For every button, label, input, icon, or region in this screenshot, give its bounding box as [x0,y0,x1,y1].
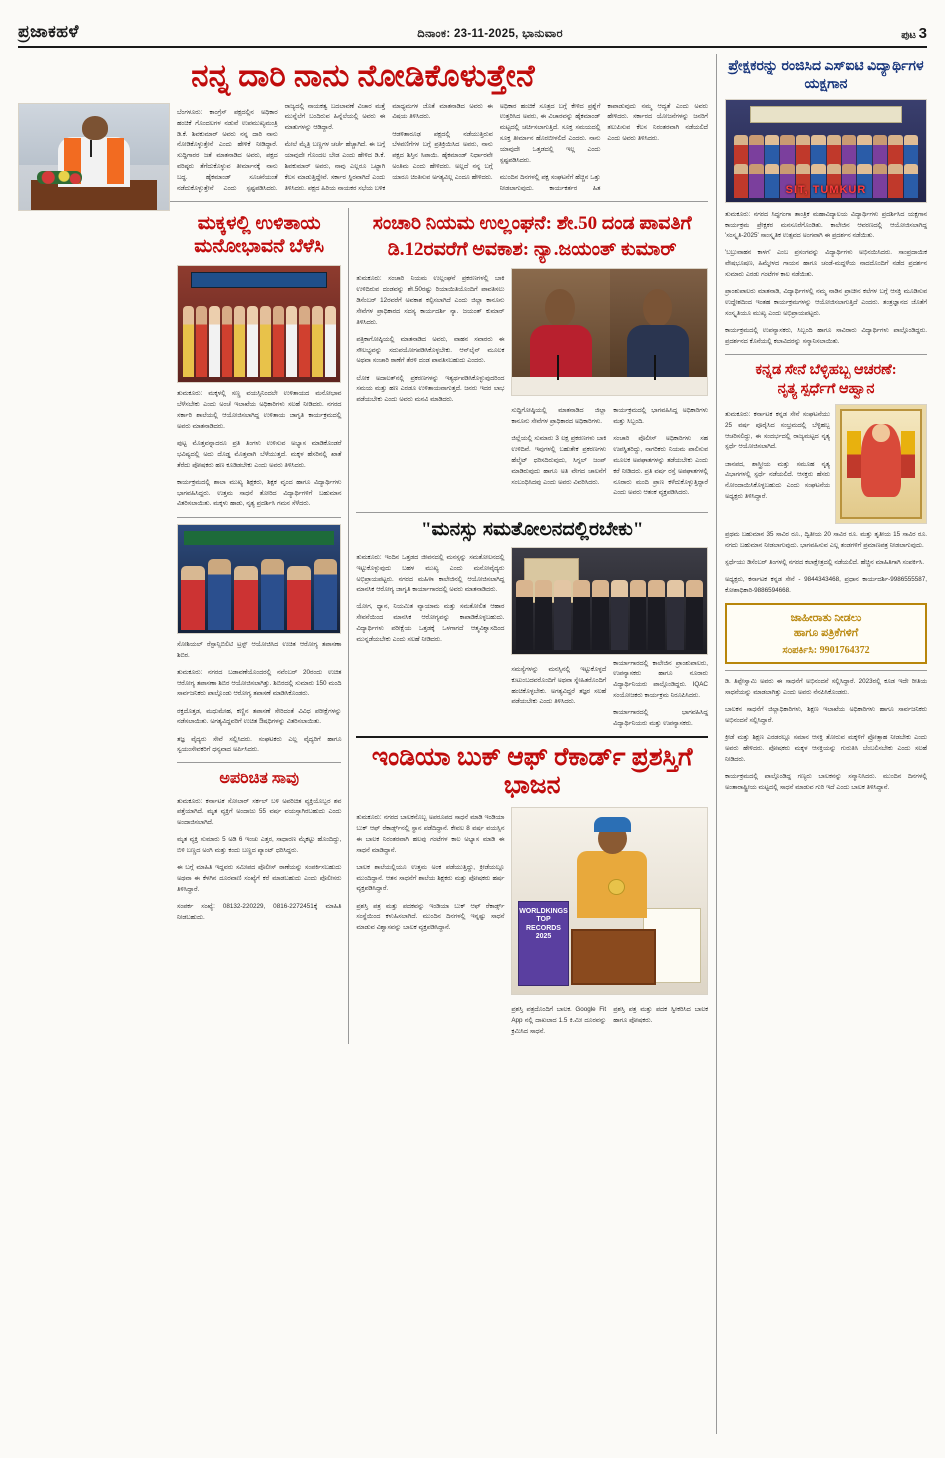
lead-paragraph: ಆಡಳಿತಾರೂಢ ಪಕ್ಷದಲ್ಲಿ ನಡೆಯುತ್ತಿರುವ ಬೆಳವಣಿಗೆಗಳ ಬಗ್ಗೆ ಪ್ರತಿಕ್ರಿಯಿಸಿದ ಅವರು, ನಾನು ಪಕ್ಷದ ಶಿಸ್ತಿನ ಸಿಪಾಯಿ. ಹೈಕಮಾಂಡ್ ನಿರ್ಧಾರವೇ ಅಂತಿಮ ಎಂದು ಹೇಳಿದರು. ಅಲ್ಲದೆ ನನ್ನ ಬಗ್ಗೆ ಯಾರೂ ಚಿಂತಿಸುವ ಅಗತ್ಯವಿಲ್ಲ ಎಂದೂ ಹೇಳಿದರು. [392,130,493,181]
mind-paragraph: ತುಮಕೂರು: ಇಂದಿನ ಒತ್ತಡದ ಜೀವನದಲ್ಲಿ ಮನಸ್ಸನ್ನು ಸಮತೋಲನದಲ್ಲಿ ಇಟ್ಟುಕೊಳ್ಳುವುದು ಬಹಳ ಮುಖ್ಯ ಎಂದು ಮನೋವೈದ್ಯರು ಅಭಿಪ್ರಾಯಪಟ್ಟರು. ನಗರದ ಮಹಿಳಾ ಕಾಲೇಜಿನಲ್ಲಿ ಆಯೋಜಿಸಲಾಗಿದ್ದ ಮಾನಸಿಕ ಆರೋಗ್ಯ ಜಾಗೃತಿ ಕಾರ್ಯಾಗಾರದಲ್ಲಿ ಅವರು ಮಾತನಾಡಿದರು. [356,553,505,594]
kannada-dance-headline-line2: ನೃತ್ಯ ಸ್ಪರ್ಧೆಗೆ ಆಹ್ವಾನ [777,380,875,397]
traffic-body-left [356,268,504,506]
traffic-headline-line2: ಡಿ.12ರವರೆಗೆ ಅವಕಾಶ: ನ್ಯಾ.ಜಯಂತ್ ಕುಮಾರ್ [387,239,677,261]
worldkings-poster: WORLDKINGS TOP RECORDS 2025 [518,901,569,987]
lead-story [18,58,708,195]
ad-contact: ಸಂಪರ್ಕಿಸಿ: 9901764372 [782,644,870,656]
publication-title: ಪ್ರಜಾಕಹಳೆ [18,22,79,41]
clinic-paragraph: ತುಮಕೂರು: ನಗರದ ಬಡಾವಣೆಯೊಂದರಲ್ಲಿ ನವೆಂಬರ್ 20ರಂದು ಉಚಿತ ಆರೋಗ್ಯ ತಪಾಸಣಾ ಶಿಬಿರ ಆಯೋಜಿಸಲಾಗಿತ್ತು. ಶಿಬಿರದಲ್ಲಿ ಸುಮಾರು 150 ಮಂದಿ ಸಾರ್ವಜನಿಕರು ಪಾಲ್ಗೊಂಡು ಆರೋಗ್ಯ ತಪಾಸಣೆ ಮಾಡಿಸಿಕೊಂಡರು. [177,668,342,698]
kannada-dance-paragraph: ಸ್ಪರ್ಧೆಯು ಡಿಸೆಂಬರ್ ತಿಂಗಳಲ್ಲಿ ನಗರದ ಕಲಾಕ್ಷೇತ್ರದಲ್ಲಿ ನಡೆಯಲಿದೆ. ಹೆಚ್ಚಿನ ಮಾಹಿತಿಗಾಗಿ ಸಂಪರ್ಕಿಸಿ. [725,558,924,566]
traffic-and-mind-column [348,208,708,1044]
death-paragraph: ತುಮಕೂರು: ಕರ್ನಾಟಕ ಸೋಲಾರ್ ಸರ್ಕಲ್ ಬಳಿ ಅಪರಿಚಿತ ವ್ಯಕ್ತಿಯೊಬ್ಬರ ಶವ ಪತ್ತೆಯಾಗಿದೆ. ಮೃತ ವ್ಯಕ್ತಿಗೆ ಅಂದಾಜು 55 ವರ್ಷ ವಯಸ್ಸಾಗಿರಬಹುದು ಎಂದು ಅಂದಾಜಿಸಲಾಗಿದೆ. [177,797,342,827]
divider [177,517,341,518]
divider [725,670,927,671]
kannada-dance-paragraph: ಪ್ರಥಮ ಬಹುಮಾನ 35 ಸಾವಿರ ರೂ., ದ್ವಿತೀಯ 20 ಸಾವಿರ ರೂ. ಮತ್ತು ತೃತೀಯ 15 ಸಾವಿರ ರೂ. ನಗದು ಬಹುಮಾನ ನೀಡಲಾಗುವುದು. ಭಾಗವಹಿಸುವ ಎಲ್ಲ ತಂಡಗಳಿಗೆ ಪ್ರಮಾಣಪತ್ರ ನೀಡಲಾಗುವುದು. [725,530,927,549]
children-paragraph: ತುಮಕೂರು: ಮಕ್ಕಳಲ್ಲಿ ಸಣ್ಣ ವಯಸ್ಸಿನಿಂದಲೇ ಉಳಿತಾಯದ ಮನೋಭಾವ ಬೆಳೆಸಬೇಕು ಎಂದು ಅಂಚೆ ಇಲಾಖೆಯ ಅಧಿಕಾರಿಗಳು ಸಲಹೆ ನೀಡಿದರು. ನಗರದ ಸರ್ಕಾರಿ ಶಾಲೆಯಲ್ಲಿ ಆಯೋಜಿಸಲಾಗಿದ್ದ ಉಳಿತಾಯ ಜಾಗೃತಿ ಕಾರ್ಯಕ್ರಮದಲ್ಲಿ ಅವರು ಮಾತನಾಡಿದರು. [177,390,342,430]
traffic-paragraph: ಪತ್ರಿಕಾಗೋಷ್ಠಿಯಲ್ಲಿ ಮಾತನಾಡಿದ ಅವರು, ವಾಹನ ಸವಾರರು ಈ ಸೌಲಭ್ಯವನ್ನು ಸದುಪಯೋಗಪಡಿಸಿಕೊಳ್ಳಬೇಕು. ಆನ್‌ಲೈನ್ ಮೂಲಕ ಅಥವಾ ಸಂಚಾರಿ ಠಾಣೆಗೆ ತೆರಳಿ ದಂಡ ಪಾವತಿಸಬಹುದು ಎಂದರು. [356,335,505,365]
divider [356,512,708,513]
women-seminar-group-photo [511,547,708,655]
lead-headline: ನನ್ನ ದಾರಿ ನಾನು ನೋಡಿಕೊಳುತ್ತೇನೆ [191,58,535,93]
traffic-paragraph: ಲೋಕ ಅದಾಲತ್‌ನಲ್ಲಿ ಪ್ರಕರಣಗಳನ್ನು ಇತ್ಯರ್ಥಪಡಿಸಿಕೊಳ್ಳುವುದರಿಂದ ಸಮಯ ಮತ್ತು ಹಣ ಎರಡೂ ಉಳಿತಾಯವಾಗುತ್ತದೆ. ಜನರು ಇದರ ಲಾಭ ಪಡೆಯಬೇಕು ಎಂದು ಅವರು ಮನವಿ ಮಾಡಿದರು. [356,374,505,404]
clinic-caption: ಸೋಶಿಯಲ್ ರೆಸ್ಪಾನ್ಸಿಬಿಲಿಟಿ ಟ್ರಸ್ಟ್ ಆಯೋಜಿಸಿದ ಉಚಿತ ಆರೋಗ್ಯ ತಪಾಸಣಾ ಶಿಬಿರ. [177,640,342,659]
record-headline: ಇಂಡಿಯಾ ಬುಕ್ ಆಫ್ ರೆಕಾರ್ಡ್ ಪ್ರಶಸ್ತಿಗೆ ಭಾಜನ [371,743,693,799]
lead-paragraph: ಅಧಿಕಾರ ಹಂಚಿಕೆ ಸೂತ್ರದ ಬಗ್ಗೆ ಕೇಳಿದ ಪ್ರಶ್ನೆಗೆ ಉತ್ತರಿಸಿದ ಅವರು, ಈ ವಿಚಾರವನ್ನು ಹೈಕಮಾಂಡ್ ಮಟ್ಟದಲ್ಲಿ ಚರ್ಚಿಸಲಾಗುತ್ತಿದೆ. ಸೂಕ್ತ ಸಮಯದಲ್ಲಿ ಸೂಕ್ತ ತೀರ್ಮಾನ ಹೊರಬೀಳಲಿದೆ ಎಂದರು. ನಾನು ಯಾವುದೇ ಒತ್ತಡದಲ್ಲಿ ಇಲ್ಲ ಎಂದು ಸ್ಪಷ್ಟಪಡಿಸಿದರು. [499,102,601,164]
mind-headline: "ಮನಸ್ಸು ಸಮತೋಲನದಲ್ಲಿರಬೇಕು" [420,518,644,540]
advertisement-box[interactable] [725,603,927,664]
main-column [18,54,708,1434]
yakshagana-headline-text: ಪ್ರೇಕ್ಷಕರನ್ನು ರಂಜಿಸಿದ ಎಸ್‌ಐಟಿ ವಿದ್ಯಾರ್ಥಿಗಳ ಯಕ್ಷಗಾನ [728,59,924,93]
clinic-paragraph: ರಕ್ತದೊತ್ತಡ, ಮಧುಮೇಹ, ಕಣ್ಣಿನ ತಪಾಸಣೆ ಸೇರಿದಂತೆ ವಿವಿಧ ಪರೀಕ್ಷೆಗಳನ್ನು ನಡೆಸಲಾಯಿತು. ಅಗತ್ಯವಿದ್ದವರಿಗೆ ಉಚಿತ ಔಷಧಿಗಳನ್ನು ವಿತರಿಸಲಾಯಿತು. [177,707,342,726]
record-right-paragraph: ಬಾಲಕನ ಸಾಧನೆಗೆ ಜಿಲ್ಲಾಧಿಕಾರಿಗಳು, ಶಿಕ್ಷಣ ಇಲಾಖೆಯ ಅಧಿಕಾರಿಗಳು ಹಾಗೂ ಸಾರ್ವಜನಿಕರು ಅಭಿನಂದನೆ ಸಲ್ಲಿಸಿದ್ದಾರೆ. [725,706,927,724]
day-value: ಭಾನುವಾರ [522,28,563,40]
middle-band [177,208,708,1044]
traffic-caption-left: ಸುದ್ದಿಗೋಷ್ಠಿಯಲ್ಲಿ ಮಾತನಾಡಿದ ಜಿಲ್ಲಾ ಕಾನೂನು ಸೇವೆಗಳ ಪ್ರಾಧಿಕಾರದ ಅಧಿಕಾರಿಗಳು. [511,407,607,426]
record-caption-right [613,999,708,1044]
traffic-headline-line1: ಸಂಚಾರಿ ನಿಯಮ ಉಲ್ಲಂಘನೆ: ಶೇ.50 ದಂಡ ಪಾವತಿಗೆ [372,212,692,234]
children-paragraph: ಪುಟ್ಟ ಮೊತ್ತವನ್ನಾದರೂ ಪ್ರತಿ ತಿಂಗಳು ಉಳಿಸುವ ಅಭ್ಯಾಸ ಮಾಡಿಕೊಂಡರೆ ಭವಿಷ್ಯದಲ್ಲಿ ಅದು ದೊಡ್ಡ ಮೊತ್ತವಾಗಿ ಬೆಳೆಯುತ್ತದೆ. ಮಕ್ಕಳ ಹೆಸರಿನಲ್ಲಿ ಖಾತೆ ತೆರೆದು ಪೋಷಕರು ಹಣ ಕೂಡಿಡಬೇಕು ಎಂದು ಅವರು ತಿಳಿಸಿದರು. [177,439,342,469]
yakshagana-headline [725,58,927,94]
yakshagana-paragraph: ಕಾರ್ಯಕ್ರಮದಲ್ಲಿ ಉಪನ್ಯಾಸಕರು, ಸಿಬ್ಬಂದಿ ಹಾಗೂ ಸಾವಿರಾರು ವಿದ್ಯಾರ್ಥಿಗಳು ಪಾಲ್ಗೊಂಡಿದ್ದರು. ಪ್ರದರ್ಶನದ ಕೊನೆಯಲ್ಲಿ ಕಲಾವಿದರನ್ನು ಸನ್ಮಾನಿಸಲಾಯಿತು. [725,327,927,345]
record-body-right [725,677,927,793]
record-right-paragraph: ಕಾರ್ಯಕ್ರಮದಲ್ಲಿ ಪಾಲ್ಗೊಂಡಿದ್ದ ಗಣ್ಯರು ಬಾಲಕನನ್ನು ಸನ್ಮಾನಿಸಿದರು. ಮುಂದಿನ ದಿನಗಳಲ್ಲಿ ಅಂತಾರಾಷ್ಟ್ರೀಯ ಮಟ್ಟದಲ್ಲಿ ಸಾಧನೆ ಮಾಡುವ ಗುರಿ ಇದೆ ಎಂದು ಬಾಲಕ ತಿಳಿಸಿದ್ದಾನೆ. [725,772,927,791]
death-headline: ಅಪರಿಚಿತ ಸಾವು [219,770,300,788]
date-label: ದಿನಾಂಕ: [417,28,451,40]
divider [177,762,341,763]
publication-date [417,28,563,42]
record-paragraph: ಪ್ರಶಸ್ತಿ ಪತ್ರ ಮತ್ತು ಪದಕವನ್ನು ಇಂಡಿಯಾ ಬುಕ್ ಆಫ್ ರೆಕಾರ್ಡ್ಸ್ ಸಂಸ್ಥೆಯಿಂದ ಕಳುಹಿಸಲಾಗಿದೆ. ಮುಂದಿನ ದಿನಗಳಲ್ಲಿ ಇನ್ನಷ್ಟು ಸಾಧನೆ ಮಾಡುವ ವಿಶ್ವಾಸವನ್ನು ಬಾಲಕ ವ್ಯಕ್ತಪಡಿಸಿದ್ದಾನೆ. [356,902,505,932]
clinic-body [177,640,341,756]
record-right-paragraph: ಡಿ. ತಿಪ್ಪೇಸ್ವಾಮಿ ಅವರು ಈ ಸಾಧನೆಗೆ ಅಭಿನಂದನೆ ಸಲ್ಲಿಸಿದ್ದಾರೆ. 2023ರಲ್ಲಿ ಕೂಡ ಇದೇ ರೀತಿಯ ಸಾಧನೆಯನ್ನು ಮಾಡಲಾಗಿತ್ತು ಎಂದು ಅವರು ನೆನಪಿಸಿಕೊಂಡರು. [725,678,927,696]
traffic-paragraph: ಜಿಲ್ಲೆಯಲ್ಲಿ ಸುಮಾರು 3 ಲಕ್ಷ ಪ್ರಕರಣಗಳು ಬಾಕಿ ಉಳಿದಿವೆ. ಇವುಗಳಲ್ಲಿ ಬಹುತೇಕ ಪ್ರಕರಣಗಳು ಹೆಲ್ಮೆಟ್ ಧರಿಸದಿರುವುದು, ಸಿಗ್ನಲ್ ಜಂಪ್ ಮಾಡಿರುವುದು ಹಾಗೂ ಅತಿ ವೇಗದ ಚಾಲನೆಗೆ ಸಂಬಂಧಿಸಿದವು ಎಂದು ಅವರು ವಿವರಿಸಿದರು. [511,435,607,486]
record-boy-with-certificate-photo [511,807,708,995]
divider [356,736,708,738]
children-body [177,389,341,510]
children-story [177,208,341,1044]
lead-paragraph: ಬೆಂಗಳೂರು: ಕಾಂಗ್ರೆಸ್ ಪಕ್ಷದಲ್ಲಿನ ಅಧಿಕಾರ ಹಂಚಿಕೆ ಗೊಂದಲಗಳ ನಡುವೆ ಉಪಮುಖ್ಯಮಂತ್ರಿ ಡಿ.ಕೆ. ಶಿವಕುಮಾರ್ ಅವರು ನನ್ನ ದಾರಿ ನಾನು ನೋಡಿಕೊಳ್ಳುತ್ತೇನೆ ಎಂದು ಹೇಳಿಕೆ ನೀಡಿದ್ದಾರೆ. ಸುದ್ದಿಗಾರರ ಜತೆ ಮಾತನಾಡಿದ ಅವರು, ಪಕ್ಷದ ವರಿಷ್ಠರು ತೆಗೆದುಕೊಳ್ಳುವ ತೀರ್ಮಾನಕ್ಕೆ ನಾನು ಬದ್ಧ. ಹೈಕಮಾಂಡ್ ಸೂಚನೆಯಂತೆ ನಡೆದುಕೊಳ್ಳುತ್ತೇನೆ ಎಂದು ಸ್ಪಷ್ಟಪಡಿಸಿದರು. ರಾಜ್ಯದಲ್ಲಿ ನಾಯಕತ್ವ ಬದಲಾವಣೆ ವಿಚಾರ ಮತ್ತೆ ಮುನ್ನೆಲೆಗೆ ಬಂದಿರುವ ಹಿನ್ನೆಲೆಯಲ್ಲಿ ಅವರು ಈ ಮಾತುಗಳನ್ನು ಆಡಿದ್ದಾರೆ. [177,102,386,192]
yakshagana-body [725,210,927,348]
ad-line-1: ಜಾಹೀರಾತು ನೀಡಲು [790,611,862,624]
traffic-paragraph: ತುಮಕೂರು: ಸಂಚಾರಿ ನಿಯಮ ಉಲ್ಲಂಘನೆ ಪ್ರಕರಣಗಳಲ್ಲಿ ಬಾಕಿ ಉಳಿದಿರುವ ದಂಡವನ್ನು ಶೇ.50ರಷ್ಟು ರಿಯಾಯಿತಿಯೊಂದಿಗೆ ಪಾವತಿಸಲು ಡಿಸೆಂಬರ್ 12ರವರೆಗೆ ಅವಕಾಶ ಕಲ್ಪಿಸಲಾಗಿದೆ ಎಂದು ಜಿಲ್ಲಾ ಕಾನೂನು ಸೇವೆಗಳ ಪ್ರಾಧಿಕಾರದ ಸದಸ್ಯ ಕಾರ್ಯದರ್ಶಿ ನ್ಯಾ. ಜಯಂತ್ ಕುಮಾರ್ ತಿಳಿಸಿದರು. [356,275,505,326]
clinic-paragraph: ತಜ್ಞ ವೈದ್ಯರು ಸೇವೆ ಸಲ್ಲಿಸಿದರು. ಸಂಘಟಕರು ಎಲ್ಲ ವೈದ್ಯರಿಗೆ ಹಾಗೂ ಸ್ವಯಂಸೇವಕರಿಗೆ ಧನ್ಯವಾದ ಅರ್ಪಿಸಿದರು. [177,735,342,754]
eye-camp-photo [177,524,341,634]
record-right-paragraph: ಕ್ರೀಡೆ ಮತ್ತು ಶಿಕ್ಷಣ ಎರಡರಲ್ಲೂ ಸಮಾನ ಆಸಕ್ತಿ ತೋರುವ ಮಕ್ಕಳಿಗೆ ಪ್ರೋತ್ಸಾಹ ನೀಡಬೇಕು ಎಂದು ಅವರು ಹೇಳಿದರು. ಪೋಷಕರು ಮಕ್ಕಳ ಆಸಕ್ತಿಯನ್ನು ಗುರುತಿಸಿ ಬೆಂಬಲಿಸಬೇಕು ಎಂದು ಸಲಹೆ ನೀಡಿದರು. [725,733,927,763]
yakshagana-paragraph: 'ಬಬ್ರುವಾಹನ ಕಾಳಗ' ಎಂಬ ಪ್ರಸಂಗವನ್ನು ವಿದ್ಯಾರ್ಥಿಗಳು ಅಭಿನಯಿಸಿದರು. ಸಾಂಪ್ರದಾಯಿಕ ವೇಷಭೂಷಣ, ಹಿಮ್ಮೇಳದ ಗಾಯನ ಹಾಗೂ ಚಂಡೆ-ಮದ್ದಳೆಯ ನಾದದೊಂದಿಗೆ ನಡೆದ ಪ್ರದರ್ಶನ ಸುಮಾರು ಎರಡು ಗಂಟೆಗಳ ಕಾಲ ನಡೆಯಿತು. [725,249,927,279]
kannada-dance-body-rest [725,530,927,597]
yakshagana-paragraph: ಪ್ರಾಂಶುಪಾಲರು ಮಾತನಾಡಿ, ವಿದ್ಯಾರ್ಥಿಗಳಲ್ಲಿ ನಮ್ಮ ನಾಡಿನ ಪ್ರಾಚೀನ ಕಲೆಗಳ ಬಗ್ಗೆ ಆಸಕ್ತಿ ಮೂಡಿಸುವ ಉದ್ದೇಶದಿಂದ ಇಂತಹ ಕಾರ್ಯಕ್ರಮಗಳನ್ನು ಆಯೋಜಿಸಲಾಗುತ್ತಿದೆ ಎಂದರು. ತಂತ್ರಜ್ಞಾನದ ಜೊತೆಗೆ ಸಂಸ್ಕೃತಿಯೂ ಮುಖ್ಯ ಎಂದು ಅಭಿಪ್ರಾಯಪಟ್ಟರು. [725,288,927,317]
traffic-caption-right-col [613,400,708,506]
divider [725,354,927,355]
kannada-dance-headline-line1: ಕನ್ನಡ ಸೇನೆ ಬೆಳ್ಳಿಹಬ್ಬ ಆಚರಣೆ: [755,361,897,378]
page-grid [18,54,927,1434]
mind-paragraph: ಯೋಗ, ಧ್ಯಾನ, ನಿಯಮಿತ ವ್ಯಾಯಾಮ ಮತ್ತು ಸಮತೋಲಿತ ಆಹಾರ ಸೇವನೆಯಿಂದ ಮಾನಸಿಕ ಆರೋಗ್ಯವನ್ನು ಕಾಪಾಡಿಕೊಳ್ಳಬಹುದು. ವಿದ್ಯಾರ್ಥಿಗಳು ಪರೀಕ್ಷೆಯ ಒತ್ತಡಕ್ಕೆ ಒಳಗಾಗದೆ ಆತ್ಮವಿಶ್ವಾಸದಿಂದ ಮುನ್ನಡೆಯಬೇಕು ಎಂದು ಸಲಹೆ ನೀಡಿದರು. [356,603,505,643]
death-paragraph: ಈ ಬಗ್ಗೆ ಮಾಹಿತಿ ಇದ್ದವರು ಸಮೀಪದ ಪೊಲೀಸ್ ಠಾಣೆಯನ್ನು ಸಂಪರ್ಕಿಸಬಹುದು ಅಥವಾ ಈ ಕೆಳಗಿನ ದೂರವಾಣಿ ಸಂಖ್ಯೆಗೆ ಕರೆ ಮಾಡಬಹುದು ಎಂದು ಪೊಲೀಸರು ತಿಳಿಸಿದ್ದಾರೆ. [177,864,342,893]
kannada-dance-paragraph: ಅಧ್ಯಕ್ಷರು, ಕರ್ನಾಟಕ ಕನ್ನಡ ಸೇನೆ - 9844343468, ಪ್ರಧಾನ ಕಾರ್ಯದರ್ಶಿ-9986555587, ಕೋಶಾಧಿಕಾರಿ-9886594668. [725,576,927,594]
traffic-caption-left-col [511,400,606,506]
photo-watermark: SIT, TUMKUR [785,184,867,197]
death-body [177,797,341,924]
mind-paragraph: ಸಮಸ್ಯೆಗಳನ್ನು ಮನಸ್ಸಿನಲ್ಲಿ ಇಟ್ಟುಕೊಳ್ಳದೆ ಕುಟುಂಬದವರೊಂದಿಗೆ ಅಥವಾ ಸ್ನೇಹಿತರೊಂದಿಗೆ ಹಂಚಿಕೊಳ್ಳಬೇಕು. ಅಗತ್ಯವಿದ್ದರೆ ತಜ್ಞರ ಸಲಹೆ ಪಡೆಯಬೇಕು ಎಂದು ತಿಳಿಸಿದರು. [511,665,607,706]
page-number: 3 [918,25,927,42]
death-paragraph: ಸಂಪರ್ಕ ಸಂಖ್ಯೆ: 08132-220229, 0816-2272451ಕ್ಕೆ ಮಾಹಿತಿ ನೀಡಬಹುದು. [177,903,342,921]
record-paragraph: ತುಮಕೂರು: ನಗರದ ಬಾಲಕನೊಬ್ಬ ಅಪರೂಪದ ಸಾಧನೆ ಮಾಡಿ ಇಂಡಿಯಾ ಬುಕ್ ಆಫ್ ರೆಕಾರ್ಡ್ಸ್‌ನಲ್ಲಿ ಸ್ಥಾನ ಪಡೆದಿದ್ದಾನೆ. ಕೇವಲ 8 ವರ್ಷ ವಯಸ್ಸಿನ ಈ ಬಾಲಕ ನಿರಂತರವಾಗಿ ಹಲವು ಗಂಟೆಗಳ ಕಾಲ ಅಭ್ಯಾಸ ಮಾಡಿ ಈ ಸಾಧನೆ ಮಾಡಿದ್ದಾನೆ. [356,814,505,854]
yakshagana-paragraph: ತುಮಕೂರು: ನಗರದ ಸಿದ್ಧಗಂಗಾ ತಾಂತ್ರಿಕ ಮಹಾವಿದ್ಯಾಲಯ ವಿದ್ಯಾರ್ಥಿಗಳು ಪ್ರದರ್ಶಿಸಿದ ಯಕ್ಷಗಾನ ಕಾರ್ಯಕ್ರಮ ಪ್ರೇಕ್ಷಕರ ಮನಸೂರೆಗೊಂಡಿತು. ಕಾಲೇಜಿನ ಆವರಣದಲ್ಲಿ ಆಯೋಜಿಸಲಾಗಿದ್ದ 'ಸಂಸ್ಕೃತಿ-2025' ಸಾಂಸ್ಕೃತಿಕ ಉತ್ಸವದ ಅಂಗವಾಗಿ ಈ ಪ್ರದರ್ಶನ ನಡೆಯಿತು. [725,210,927,240]
record-caption-right-text: ಪ್ರಶಸ್ತಿ ಪತ್ರ ಮತ್ತು ಪದಕ ಸ್ವೀಕರಿಸಿದ ಬಾಲಕ ಹಾಗೂ ಪೋಷಕರು. [613,1006,709,1024]
record-caption-left [511,999,606,1044]
sit-tumkur-group-photo [725,99,927,203]
lead-paragraph: ಮೇಲೆ ಮೈತ್ರಿ ಬಣ್ಣಗಳ ಚರ್ಚೆ ಹೆಚ್ಚಾಗಿದೆ. ಈ ಬಗ್ಗೆ ಯಾವುದೇ ಗೊಂದಲ ಬೇಡ ಎಂದು ಹೇಳಿದ ಡಿ.ಕೆ. ಶಿವಕುಮಾರ್ ಅವರು, ನಾವು ಎಲ್ಲರೂ ಒಟ್ಟಾಗಿ ಕೆಲಸ ಮಾಡುತ್ತಿದ್ದೇವೆ. ಸರ್ಕಾರ ಸ್ಥಿರವಾಗಿದೆ ಎಂದು ತಿಳಿಸಿದರು. ಪಕ್ಷದ ಹಿರಿಯ ನಾಯಕರ ಸಭೆಯ ಬಳಿಕ ಮಾಧ್ಯಮಗಳ ಜೊತೆ ಮಾತನಾಡಿದ ಅವರು ಈ ವಿಷಯ ತಿಳಿಸಿದರು. [284,102,493,192]
mind-body-left [356,547,504,730]
lead-body [177,102,708,195]
mind-paragraph: ಕಾರ್ಯಾಗಾರದಲ್ಲಿ ಕಾಲೇಜಿನ ಪ್ರಾಂಶುಪಾಲರು, ಉಪನ್ಯಾಸಕರು ಹಾಗೂ ನೂರಾರು ವಿದ್ಯಾರ್ಥಿನಿಯರು ಪಾಲ್ಗೊಂಡಿದ್ದರು. IQAC ಸಂಯೋಜಕರು ಕಾರ್ಯಕ್ರಮ ನಿರೂಪಿಸಿದರು. [613,659,708,700]
children-headline: ಮಕ್ಕಳಲ್ಲಿ ಉಳಿತಾಯ ಮನೋಭಾವನೆ ಬೆಳೆಸಿ [194,212,325,258]
right-column [716,54,927,1434]
kannada-dance-paragraph: ಜಾನಪದ, ಶಾಸ್ತ್ರೀಯ ಮತ್ತು ಸಮೂಹ ನೃತ್ಯ ವಿಭಾಗಗಳಲ್ಲಿ ಸ್ಪರ್ಧೆ ನಡೆಯಲಿದೆ. ಆಸಕ್ತರು ಹೆಸರು ನೋಂದಾಯಿಸಿಕೊಳ್ಳಬಹುದು ಎಂದು ಸಂಘಟನೆಯ ಅಧ್ಯಕ್ಷರು ತಿಳಿಸಿದ್ದಾರೆ. [725,460,830,501]
school-children-stage-photo [177,265,341,383]
record-paragraph: ಬಾಲಕ ಶಾಲೆಯಲ್ಲಿಯೂ ಉತ್ತಮ ಅಂಕ ಪಡೆಯುತ್ತಿದ್ದು, ಕ್ರೀಡೆಯಲ್ಲೂ ಮುಂದಿದ್ದಾನೆ. ಆತನ ಸಾಧನೆಗೆ ಶಾಲೆಯ ಶಿಕ್ಷಕರು ಮತ್ತು ಪೋಷಕರು ಹರ್ಷ ವ್ಯಕ್ತಪಡಿಸಿದ್ದಾರೆ. [356,863,505,893]
page-label: ಪುಟ [901,30,916,41]
record-body-row [356,807,708,1044]
mind-caption: ಕಾರ್ಯಾಗಾರದಲ್ಲಿ ಭಾಗವಹಿಸಿದ್ದ ವಿದ್ಯಾರ್ಥಿನಿಯರು ಮತ್ತು ಉಪನ್ಯಾಸಕರು. [613,709,708,728]
date-value: 23-11-2025, [453,28,519,40]
kannada-dance-headline [725,361,927,399]
lead-paragraph: ಮುಂದಿನ ದಿನಗಳಲ್ಲಿ ಪಕ್ಷ ಸಂಘಟನೆಗೆ ಹೆಚ್ಚಿನ ಒತ್ತು ನೀಡಲಾಗುವುದು. ಕಾರ್ಯಕರ್ತರ ಹಿತ ಕಾಪಾಡುವುದು ನಮ್ಮ ಆದ್ಯತೆ ಎಂದು ಅವರು ಹೇಳಿದರು. ಸರ್ಕಾರದ ಯೋಜನೆಗಳನ್ನು ಜನರಿಗೆ ತಲುಪಿಸುವ ಕೆಲಸ ನಿರಂತರವಾಗಿ ನಡೆಯಲಿದೆ ಎಂದು ಅವರು ತಿಳಿಸಿದರು. [499,102,708,192]
ad-line-2: ಹಾಗೂ ಪತ್ರಿಕೆಗಳಿಗೆ [793,627,859,640]
record-caption-left-text: ಪ್ರಶಸ್ತಿ ಪತ್ರದೊಂದಿಗೆ ಬಾಲಕ. Google Fit App ನಲ್ಲಿ ದಾಖಲಾದ 1.5 ಕಿ.ಮೀ ದೂರವನ್ನು ಕ್ರಮಿಸಿದ ಸಾಧನೆ. [511,1006,607,1035]
kannada-dance-paragraph: ತುಮಕೂರು: ಕರ್ನಾಟಕ ಕನ್ನಡ ಸೇನೆ ಸಂಘಟನೆಯು 25 ವರ್ಷ ಪೂರೈಸಿದ ಸಂಭ್ರಮದಲ್ಲಿ ಬೆಳ್ಳಿಹಬ್ಬ ಆಚರಿಸಲಿದ್ದು, ಈ ಸಂದರ್ಭದಲ್ಲಿ ರಾಜ್ಯಮಟ್ಟದ ನೃತ್ಯ ಸ್ಪರ್ಧೆ ಆಯೋಜಿಸಲಾಗಿದೆ. [725,410,830,451]
mind-body-right [511,659,708,730]
traffic-caption-right: ಕಾರ್ಯಕ್ರಮದಲ್ಲಿ ಭಾಗವಹಿಸಿದ್ದ ಅಧಿಕಾರಿಗಳು ಮತ್ತು ಸಿಬ್ಬಂದಿ. [613,407,709,426]
page-number-block [901,25,927,42]
press-meet-two-officials-photo [511,268,708,396]
mind-body-row [356,547,708,730]
bhuvaneshwari-poster [835,404,927,524]
record-body-left [356,807,504,1044]
traffic-paragraph: ಸಂಚಾರಿ ಪೊಲೀಸ್ ಅಧಿಕಾರಿಗಳು ಸಹ ಉಪಸ್ಥಿತರಿದ್ದು, ನಾಗರಿಕರು ನಿಯಮ ಪಾಲಿಸುವ ಮೂಲಕ ಅಪಘಾತಗಳನ್ನು ತಡೆಯಬೇಕು ಎಂದು ಕರೆ ನೀಡಿದರು. ಪ್ರತಿ ವರ್ಷ ರಸ್ತೆ ಅಪಘಾತಗಳಲ್ಲಿ ನೂರಾರು ಮಂದಿ ಪ್ರಾಣ ಕಳೆದುಕೊಳ್ಳುತ್ತಿದ್ದಾರೆ ಎಂದು ಅವರು ಆತಂಕ ವ್ಯಕ್ತಪಡಿಸಿದರು. [613,435,709,497]
kannada-dance-body-left [725,404,830,524]
traffic-body-row [356,268,708,506]
dk-shivakumar-podium-photo [18,103,170,211]
masthead [18,22,927,48]
children-paragraph: ಕಾರ್ಯಕ್ರಮದಲ್ಲಿ ಶಾಲಾ ಮುಖ್ಯ ಶಿಕ್ಷಕರು, ಶಿಕ್ಷಕ ವೃಂದ ಹಾಗೂ ವಿದ್ಯಾರ್ಥಿಗಳು ಭಾಗವಹಿಸಿದ್ದರು. ಉತ್ತಮ ಸಾಧನೆ ತೋರಿದ ವಿದ್ಯಾರ್ಥಿಗಳಿಗೆ ಬಹುಮಾನ ವಿತರಿಸಲಾಯಿತು. ಮಕ್ಕಳು ಹಾಡು, ನೃತ್ಯ ಪ್ರದರ್ಶಿಸಿ ಗಮನ ಸೆಳೆದರು. [177,478,342,508]
death-paragraph: ಮೃತ ವ್ಯಕ್ತಿ ಸುಮಾರು 5 ಅಡಿ 6 ಇಂಚು ಎತ್ತರ, ಸಾಧಾರಣ ಮೈಕಟ್ಟು ಹೊಂದಿದ್ದು, ಬಿಳಿ ಬಣ್ಣದ ಅಂಗಿ ಮತ್ತು ಕಂದು ಬಣ್ಣದ ಪ್ಯಾಂಟ್ ಧರಿಸಿದ್ದರು. [177,836,342,855]
